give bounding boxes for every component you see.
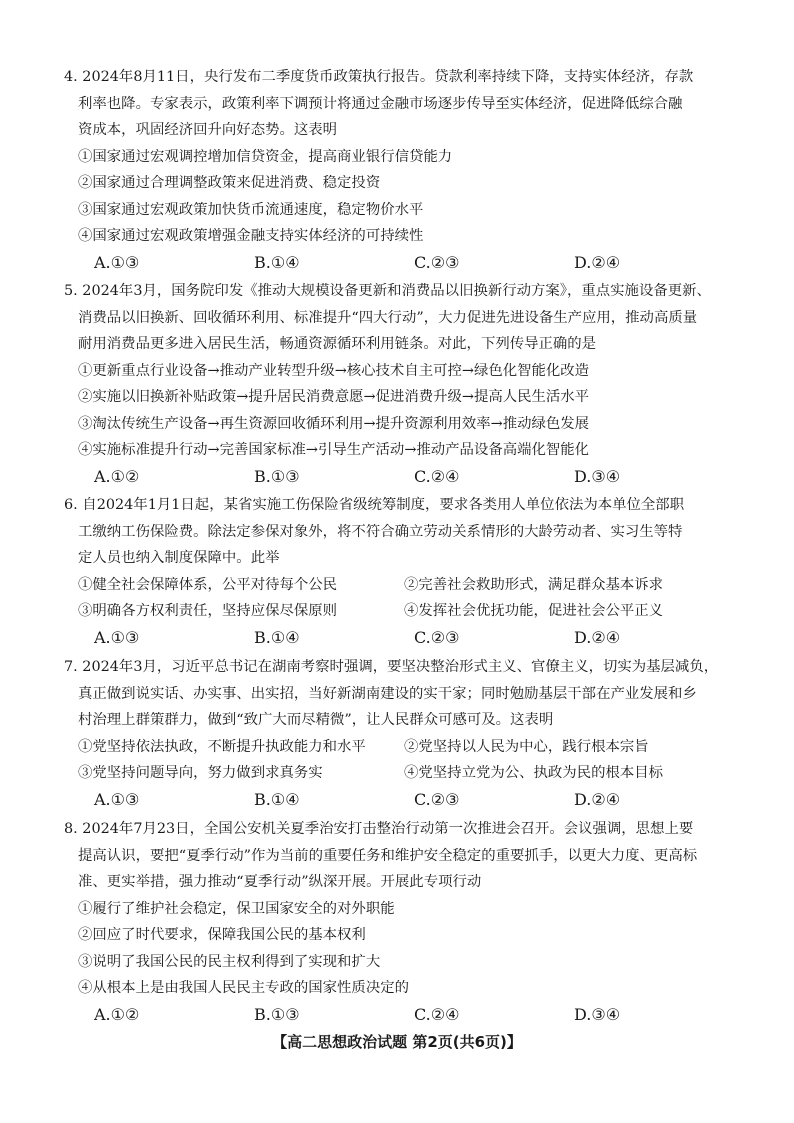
question-5 <box>64 278 734 490</box>
question-stem-line: 耐用消费品更多进入居民生活，畅通资源循环利用链条。对此，下列传导正确的是 <box>78 336 597 352</box>
option-row <box>64 760 734 787</box>
option-4: ④党坚持立党为公、执政为民的根本目标 <box>404 765 664 781</box>
choice-b[interactable]: B.①④ <box>254 252 300 272</box>
option-4: ④从根本上是由我国人民民主专政的国家性质决定的 <box>78 980 409 996</box>
question-stem-line: 真正做到说实话、办实事、出实招，当好新湖南建设的实干家；同时勉励基层干部在产业发展和乡 <box>78 685 697 702</box>
choice-d[interactable]: D.②④ <box>574 252 621 272</box>
answer-choices <box>64 1002 734 1029</box>
question-stem-line: 定人员也纳入制度保障中。此举 <box>78 550 280 566</box>
question-stem-line: 提高认识，要把“夏季行动”作为当前的重要任务和维护安全稳定的重要抓手，以更大力度、更高标 <box>78 847 698 864</box>
question-stem-line: 准、更实举措，强力推动“夏季行动”纵深开展。开展此专项行动 <box>78 874 482 890</box>
option-2: ②国家通过合理调整政策来促进消费、稳定投资 <box>78 175 381 191</box>
option-4: ④国家通过宏观政策增强金融支持实体经济的可持续性 <box>78 228 424 244</box>
question-4 <box>64 64 734 276</box>
option-3: ③国家通过宏观政策加快货币流通速度，稳定物价水平 <box>78 201 424 218</box>
choice-b[interactable]: B.①③ <box>254 1004 300 1024</box>
option-3: ③党坚持问题导向，努力做到求真务实 <box>78 765 323 781</box>
option-1: ①党坚持依法执政，不断提升执政能力和水平 <box>78 738 366 755</box>
choice-c[interactable]: C.②③ <box>414 252 460 272</box>
question-stem-line: 7. 2024年3月，习近平总书记在湖南考察时强调，要坚决整治形式主义、官僚主义，切实为基层减负， <box>64 659 719 675</box>
choice-a[interactable]: A.①③ <box>94 789 140 809</box>
choice-b[interactable]: B.①④ <box>254 627 300 647</box>
choice-a[interactable]: A.①② <box>94 466 140 486</box>
option-4: ④发挥社会优抚功能，促进社会公平正义 <box>404 603 664 619</box>
question-stem-line: 6. 自2024年1月1日起，某省实施工伤保险省级统筹制度，要求各类用人单位依法为本单位全部职 <box>64 497 685 513</box>
option-row <box>64 572 734 599</box>
option-3: ③明确各方权利责任，坚持应保尽保原则 <box>78 603 338 619</box>
choice-c[interactable]: C.②④ <box>414 466 460 486</box>
answer-choices <box>64 625 734 652</box>
option-3: ③说明了我国公民的民主权利得到了实现和扩大 <box>78 953 381 970</box>
question-stem-line: 4. 2024年8月11日，央行发布二季度货币政策执行报告。贷款利率持续下降，支持实体经济，存款 <box>64 69 694 85</box>
choice-c[interactable]: C.②④ <box>414 1004 460 1024</box>
answer-choices <box>64 250 734 277</box>
option-2: ②完善社会救助形式，满足群众基本诉求 <box>404 576 664 593</box>
option-2: ②回应了时代要求，保障我国公民的基本权利 <box>78 927 366 943</box>
answer-choices <box>64 464 734 491</box>
choice-d[interactable]: D.②④ <box>574 627 621 647</box>
question-7 <box>64 654 734 813</box>
choice-d[interactable]: D.③④ <box>574 1004 621 1024</box>
option-1: ①健全社会保障体系，公平对待每个公民 <box>78 576 338 593</box>
option-3: ③淘汰传统生产设备→再生资源回收循环利用→提升资源利用效率→推动绿色发展 <box>78 415 590 432</box>
choice-c[interactable]: C.②③ <box>414 789 460 809</box>
question-8 <box>64 816 734 1028</box>
option-1: ①国家通过宏观调控增加信贷资金，提高商业银行信贷能力 <box>78 148 453 165</box>
question-6 <box>64 492 734 651</box>
option-row <box>64 598 734 625</box>
choice-b[interactable]: B.①④ <box>254 789 300 809</box>
question-stem-line: 5. 2024年3月，国务院印发《推动大规模设备更新和消费品以旧换新行动方案》，重点实施设备更新、 <box>64 283 711 299</box>
question-stem-line: 8. 2024年7月23日，全国公安机关夏季治安打击整治行动第一次推进会召开。会议强调，思想上要 <box>64 821 694 837</box>
question-stem-line: 消费品以旧换新、回收循环利用、标准提升“四大行动”，大力促进先进设备生产应用，推动高质量 <box>78 309 698 326</box>
question-stem-line: 村治理上群策群力，做到“致广大而尽精微”，让人民群众可感可及。这表明 <box>78 712 554 728</box>
choice-d[interactable]: D.③④ <box>574 466 621 486</box>
option-row <box>64 734 734 761</box>
answer-choices <box>64 787 734 814</box>
option-4: ④实施标准提升行动→完善国家标准→引导生产活动→推动产品设备高端化智能化 <box>78 442 590 458</box>
choice-a[interactable]: A.①③ <box>94 252 140 272</box>
question-stem-line: 利率也降。专家表示，政策利率下调预计将通过金融市场逐步传导至实体经济，促进降低综合融 <box>78 95 683 112</box>
choice-a[interactable]: A.①③ <box>94 627 140 647</box>
choice-a[interactable]: A.①② <box>94 1004 140 1024</box>
option-1: ①履行了维护社会稳定，保卫国家安全的对外职能 <box>78 900 395 917</box>
option-1: ①更新重点行业设备→推动产业转型升级→核心技术自主可控→绿色化智能化改造 <box>78 362 590 379</box>
choice-d[interactable]: D.②④ <box>574 789 621 809</box>
option-2: ②实施以旧换新补贴政策→提升居民消费意愿→促进消费升级→提高人民生活水平 <box>78 389 590 405</box>
question-stem-line: 工缴纳工伤保险费。除法定参保对象外，将不符合确立劳动关系情形的大龄劳动者、实习生等特 <box>78 523 683 540</box>
choice-c[interactable]: C.②③ <box>414 627 460 647</box>
page-footer: 【高二思想政治试题 第2页(共6页)】 <box>272 1033 522 1051</box>
choice-b[interactable]: B.①③ <box>254 466 300 486</box>
option-2: ②党坚持以人民为中心，践行根本宗旨 <box>404 738 649 755</box>
question-stem-line: 资成本，巩固经济回升向好态势。这表明 <box>78 122 338 138</box>
